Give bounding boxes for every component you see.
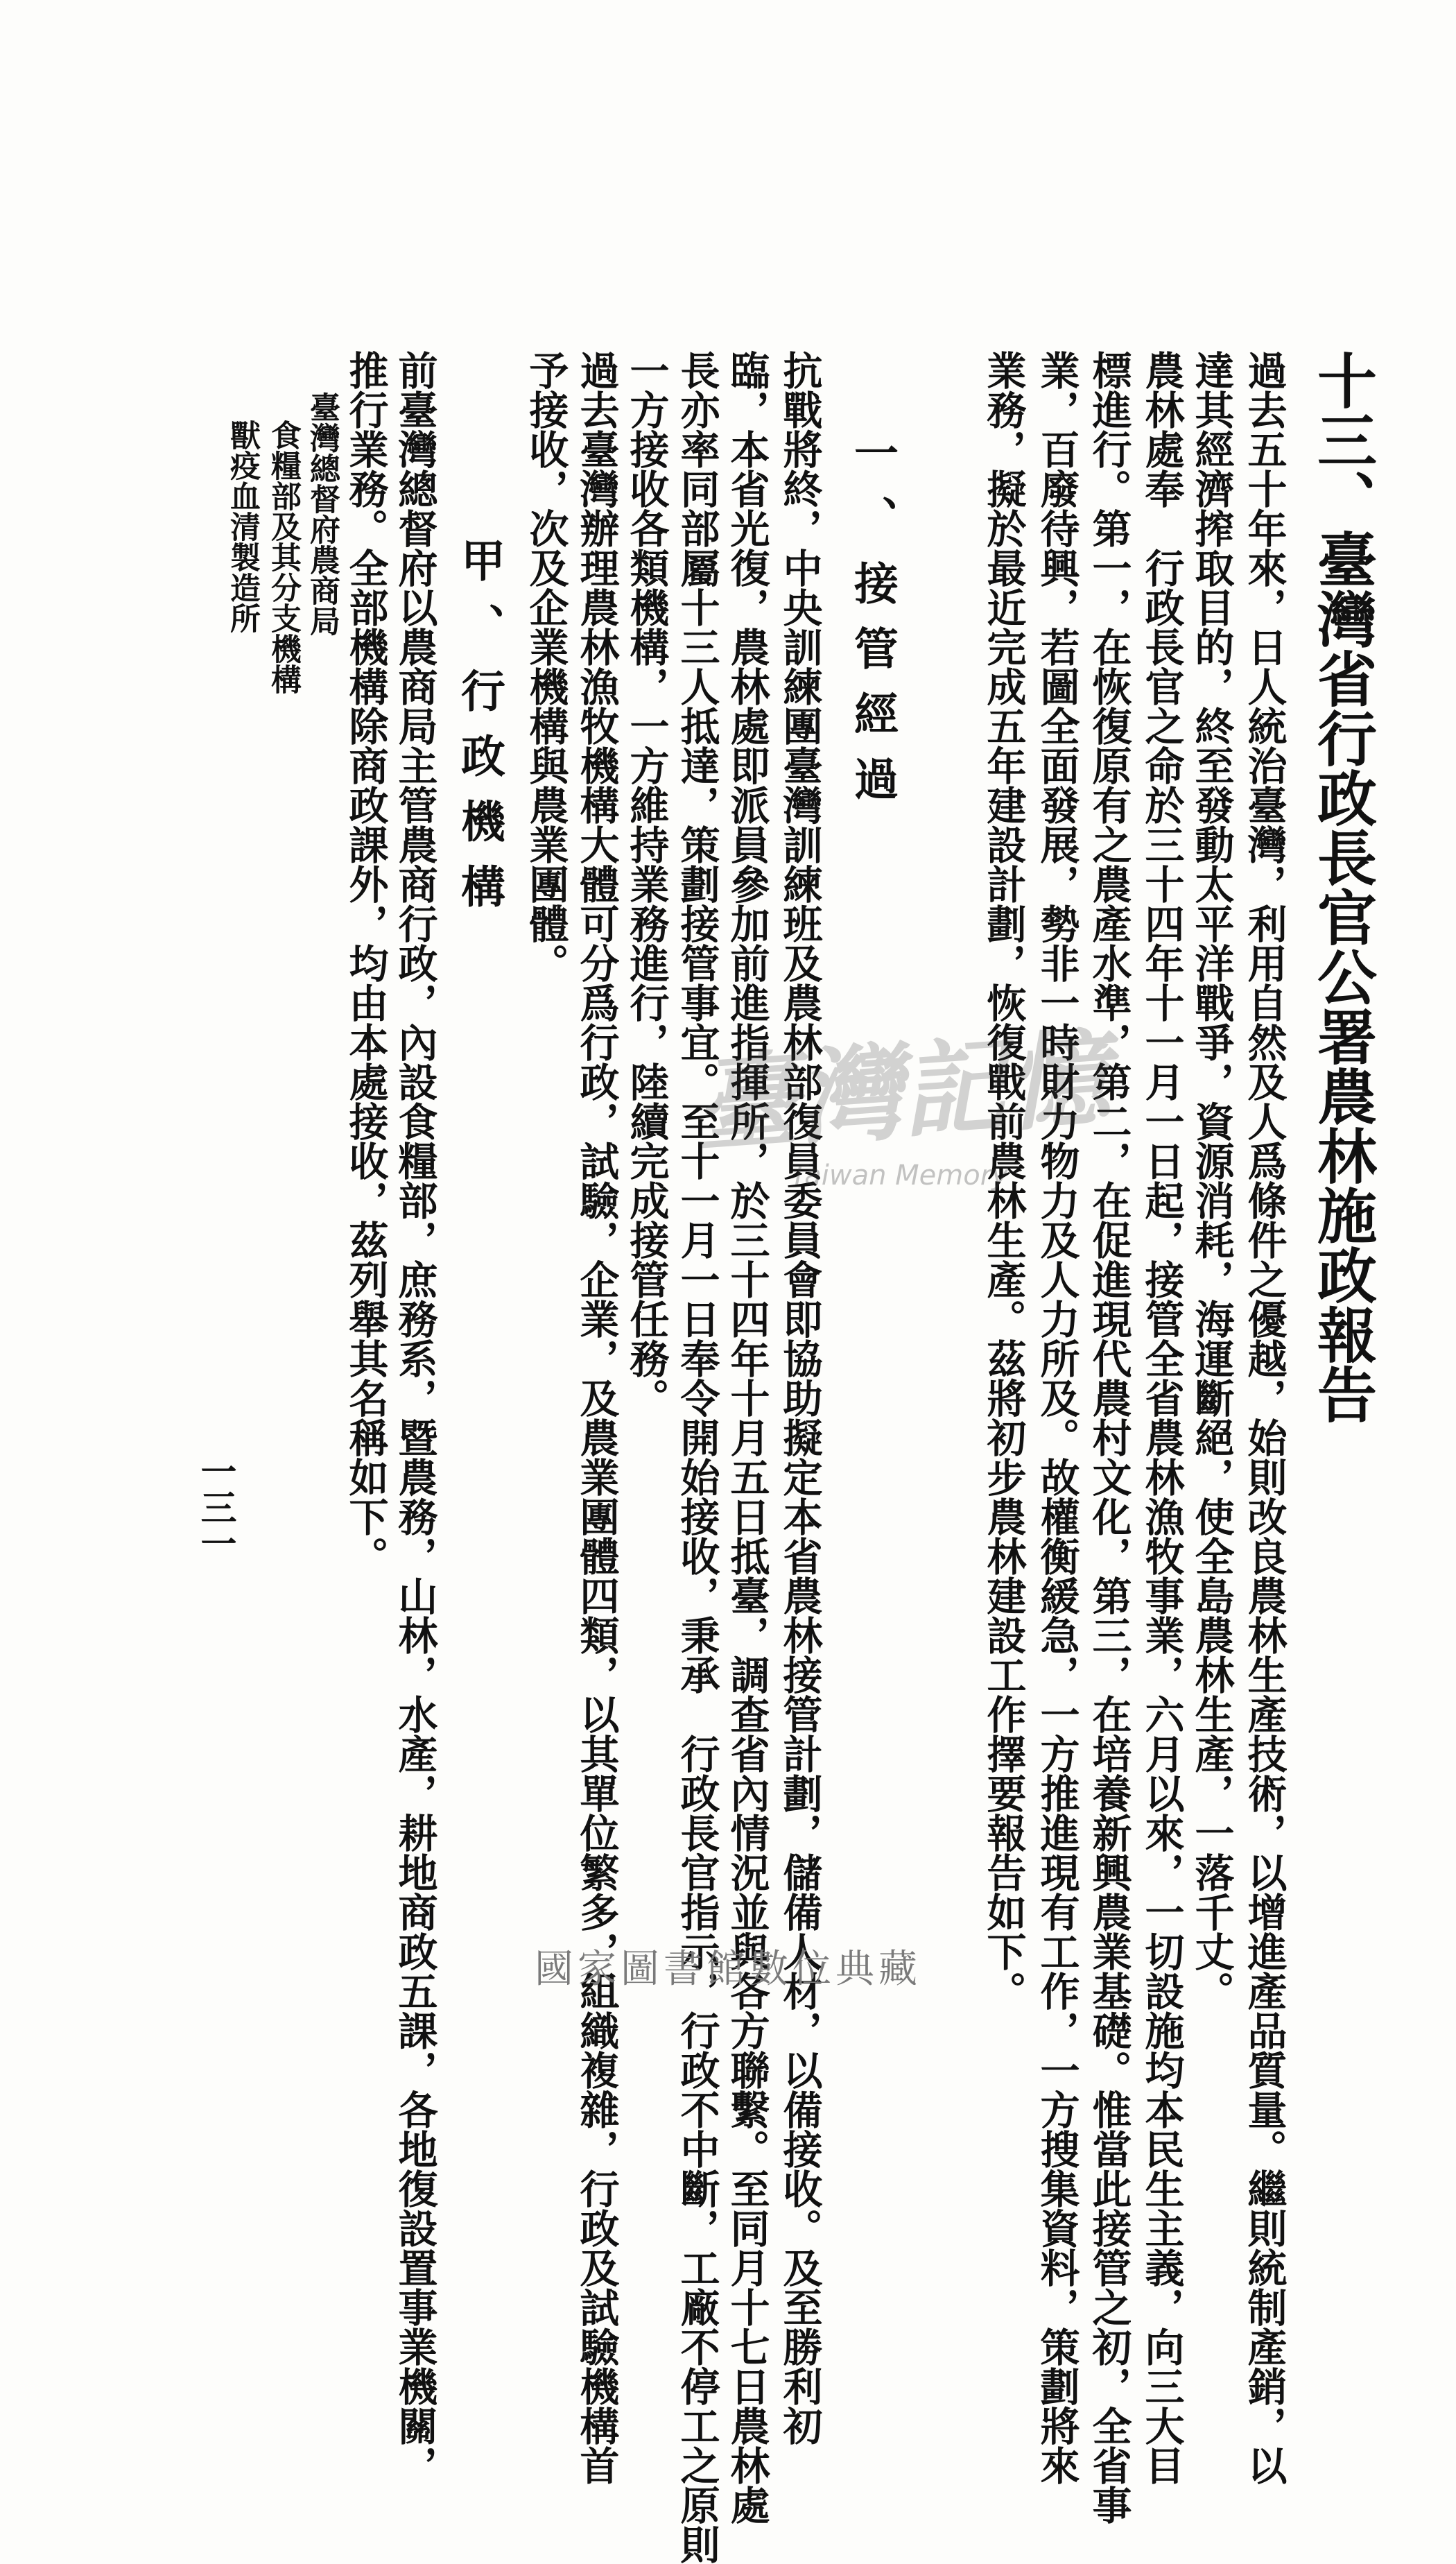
watermark-subtitle: Taiwan Memory: [790, 1160, 1008, 1191]
takeover-line-1: 抗戰將終，中央訓練團臺灣訓練班及農林部復員委員會即協助擬定本省農林接管計劃，儲備人材，以備接收。及至勝利初: [777, 350, 823, 2445]
section-heading-admin-agencies: 甲、行政機構: [453, 537, 505, 929]
intro-line-5: 業，百廢待興，若圖全面發展，勢非一時財力物力及人力所及。故權衡緩急，一方推進現有工作，一方搜集資料，策劃將來: [1034, 350, 1080, 2485]
intro-line-2: 達其經濟搾取目的，終至發動太平洋戰爭，資源消耗，海運斷絕，使全島農林生產，一落千丈。: [1188, 350, 1235, 2011]
library-footer: 國家圖書館數位典藏: [535, 1947, 921, 1992]
admin-line-2: 推行業務。全部機構除商政課外，均由本處接收，茲列舉其名稱如下。: [343, 350, 389, 1576]
takeover-line-6: 予接收，次及企業機構與農業團體。: [523, 350, 569, 983]
admin-line-1: 前臺灣總督府以農商局主管農商行政，內設食糧部，庶務系，暨農務，山林，水產，耕地商政五課，各地復設置事業機關，: [392, 350, 438, 2485]
intro-line-6: 業務，擬於最近完成五年建設計劃，恢復戰前農林生產。茲將初步農林建設工作擇要報告如下。: [980, 350, 1027, 2011]
takeover-line-2: 臨，本省光復，農林處即派員參加前進指揮所，於三十四年十月五日抵臺，調查省內情況並與各方聯繫。至同月十七日農林處: [724, 350, 770, 2524]
intro-line-1: 過去五十年來，日人統治臺灣，利用自然及人爲條件之優越，始則改良農林生產技術，以增進產品質量。繼則統制產銷，以: [1241, 350, 1288, 2485]
takeover-line-4: 一方接收各類機構，一方維持業務進行，陸續完成接管任務。: [623, 350, 670, 1418]
intro-line-3: 農林處奉 行政長官之命於三十四年十一月一日起，接管全省農林漁牧事業，六月以來，一切設施均本民生主義，向三大目: [1138, 350, 1185, 2485]
page-number: 一三一: [194, 1453, 236, 1561]
agency-list-item-1: 臺灣總督府農商局: [304, 392, 340, 636]
takeover-line-5: 過去臺灣辦理農林漁牧機構大體可分爲行政，試驗，企業，及農業團體四類，以其單位繁多，組織複雜，行政及試驗機構首: [573, 350, 620, 2485]
takeover-line-3: 長亦率同部屬十三人抵達，策劃接管事宜。至十一月一日奉令開始接收，秉承 行政長官指示，行政不中斷，工廠不停工之原則: [674, 350, 720, 2564]
agency-list-item-3: 獸疫血清製造所: [225, 420, 260, 633]
intro-line-4: 標進行。第一，在恢復原有之農產水準，第二，在促進現代農村文化，第三，在培養新興農業基礎。惟當此接管之初，全省事: [1086, 350, 1132, 2524]
report-title: 十三、臺灣省行政長官公署農林施政報告: [1307, 350, 1377, 1424]
agency-list-item-2: 食糧部及其分支機構: [266, 420, 301, 694]
section-heading-takeover: 一、接管經過: [847, 430, 899, 821]
watermark-logo: 臺灣記憶: [689, 1017, 1113, 1168]
